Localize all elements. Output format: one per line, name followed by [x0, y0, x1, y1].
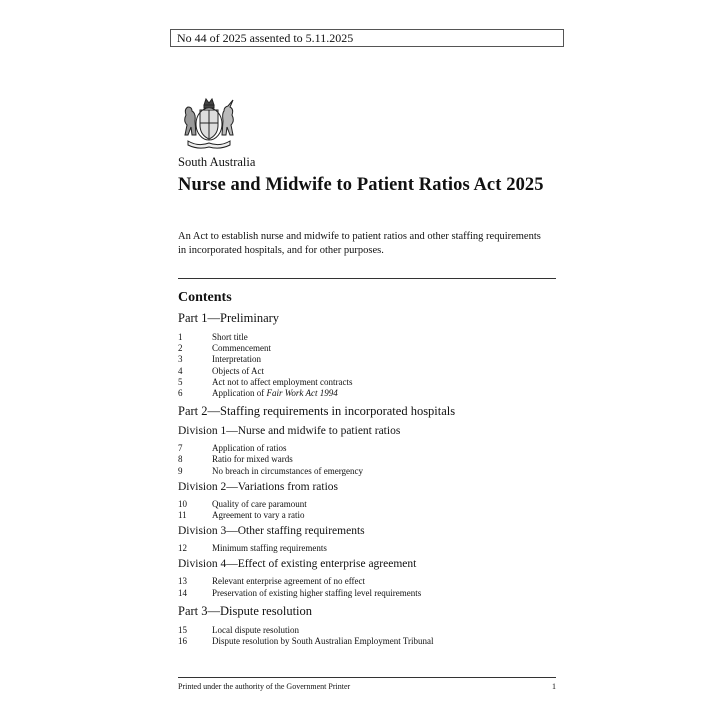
division-heading[interactable]: Division 4—Effect of existing enterprise agreement	[178, 558, 417, 571]
section-title-text: Commencement	[212, 343, 271, 354]
section-title	[212, 499, 556, 510]
section-list	[178, 625, 556, 647]
section-title-text: Interpretation	[212, 354, 261, 365]
section-list	[178, 543, 556, 554]
section-title-text: Short title	[212, 332, 248, 342]
section-number: 13	[178, 576, 187, 587]
section-number: 7	[178, 443, 183, 454]
section-title	[212, 454, 556, 465]
section-number: 14	[178, 587, 187, 598]
toc-entry[interactable]	[178, 343, 556, 354]
toc-entry[interactable]	[178, 354, 556, 365]
toc-entry[interactable]	[178, 588, 556, 599]
section-title-text: Preservation of existing higher staffing level requirements	[212, 587, 422, 598]
long-title: An Act to establish nurse and midwife to patient ratios and other staffing requirements in incorporated hospitals, and for other purposes.	[178, 231, 541, 256]
section-title-text: Ratio for mixed wards	[212, 454, 293, 465]
section-number: 8	[178, 454, 183, 465]
toc-entry[interactable]	[178, 625, 556, 636]
section-list	[178, 443, 556, 477]
section-title	[212, 510, 556, 521]
section-number: 6	[178, 388, 183, 399]
section-number: 1	[178, 332, 183, 342]
section-title-text: Objects of Act	[212, 365, 264, 376]
section-number: 3	[178, 354, 183, 365]
section-number: 11	[178, 510, 187, 521]
toc-entry[interactable]	[178, 332, 556, 343]
footer	[178, 682, 556, 691]
page-number: 1	[552, 682, 556, 691]
toc-entry[interactable]	[178, 366, 556, 377]
section-list	[178, 499, 556, 521]
section-title-text: Quality of care paramount	[212, 498, 307, 509]
division-heading[interactable]: Division 1—Nurse and midwife to patient ratios	[178, 425, 401, 438]
section-title-text: Act not to affect employment contracts	[212, 376, 353, 387]
section-title-text: Application of	[212, 388, 267, 399]
section-title	[212, 443, 556, 454]
toc-entry[interactable]	[178, 388, 556, 399]
section-number: 5	[178, 376, 183, 387]
section-number: 2	[178, 343, 183, 354]
section-title-text: No breach in circumstances of emergency	[212, 465, 364, 476]
section-number: 15	[178, 624, 187, 635]
footer-printer-note: Printed under the authority of the Government Printer	[178, 682, 351, 691]
section-title	[212, 332, 556, 343]
table-of-contents	[178, 290, 556, 647]
part-heading[interactable]: Part 3—Dispute resolution	[178, 603, 313, 618]
section-title-text: Application of ratios	[212, 443, 287, 454]
toc-entry[interactable]	[178, 543, 556, 554]
toc-entry[interactable]	[178, 443, 556, 454]
section-title-text: Agreement to vary a ratio	[212, 510, 305, 521]
division-heading[interactable]: Division 3—Other staffing requirements	[178, 525, 365, 538]
section-title	[212, 388, 556, 399]
toc-entry[interactable]	[178, 466, 556, 477]
section-title-text: Dispute resolution by South Australian Employment Tribunal	[212, 636, 434, 647]
toc-body	[178, 311, 556, 647]
section-title	[212, 343, 556, 354]
section-title-text: Local dispute resolution	[212, 624, 299, 635]
toc-entry[interactable]	[178, 510, 556, 521]
divider	[178, 278, 556, 279]
jurisdiction: South Australia	[178, 155, 256, 169]
section-title	[212, 636, 556, 647]
toc-entry[interactable]	[178, 499, 556, 510]
section-number: 9	[178, 465, 183, 476]
section-title	[212, 576, 556, 587]
toc-entry[interactable]	[178, 636, 556, 647]
section-number: 4	[178, 365, 183, 376]
section-title	[212, 466, 556, 477]
section-title	[212, 543, 556, 554]
section-title	[212, 625, 556, 636]
section-title	[212, 354, 556, 365]
section-title	[212, 588, 556, 599]
division-heading[interactable]: Division 2—Variations from ratios	[178, 480, 339, 493]
section-number: 12	[178, 543, 187, 554]
footer-divider	[178, 677, 556, 678]
section-number: 10	[178, 498, 187, 509]
part-heading[interactable]: Part 1—Preliminary	[178, 311, 280, 325]
coat-of-arms-icon	[178, 95, 240, 151]
contents-heading: Contents	[178, 290, 232, 305]
assent-line: No 44 of 2025 assented to 5.11.2025	[170, 29, 564, 47]
toc-entry[interactable]	[178, 377, 556, 388]
section-title	[212, 377, 556, 388]
toc-entry[interactable]	[178, 454, 556, 465]
section-number: 16	[178, 636, 187, 647]
section-list	[178, 332, 556, 399]
part-heading[interactable]: Part 2—Staffing requirements in incorporated hospitals	[178, 404, 456, 419]
section-title-italic: Fair Work Act 1994	[266, 388, 338, 399]
toc-entry[interactable]	[178, 576, 556, 587]
section-title-text: Relevant enterprise agreement of no effect	[212, 576, 366, 587]
section-title-text: Minimum staffing requirements	[212, 543, 327, 554]
act-title: Nurse and Midwife to Patient Ratios Act 2025	[178, 175, 544, 195]
section-list	[178, 576, 556, 598]
section-title	[212, 366, 556, 377]
